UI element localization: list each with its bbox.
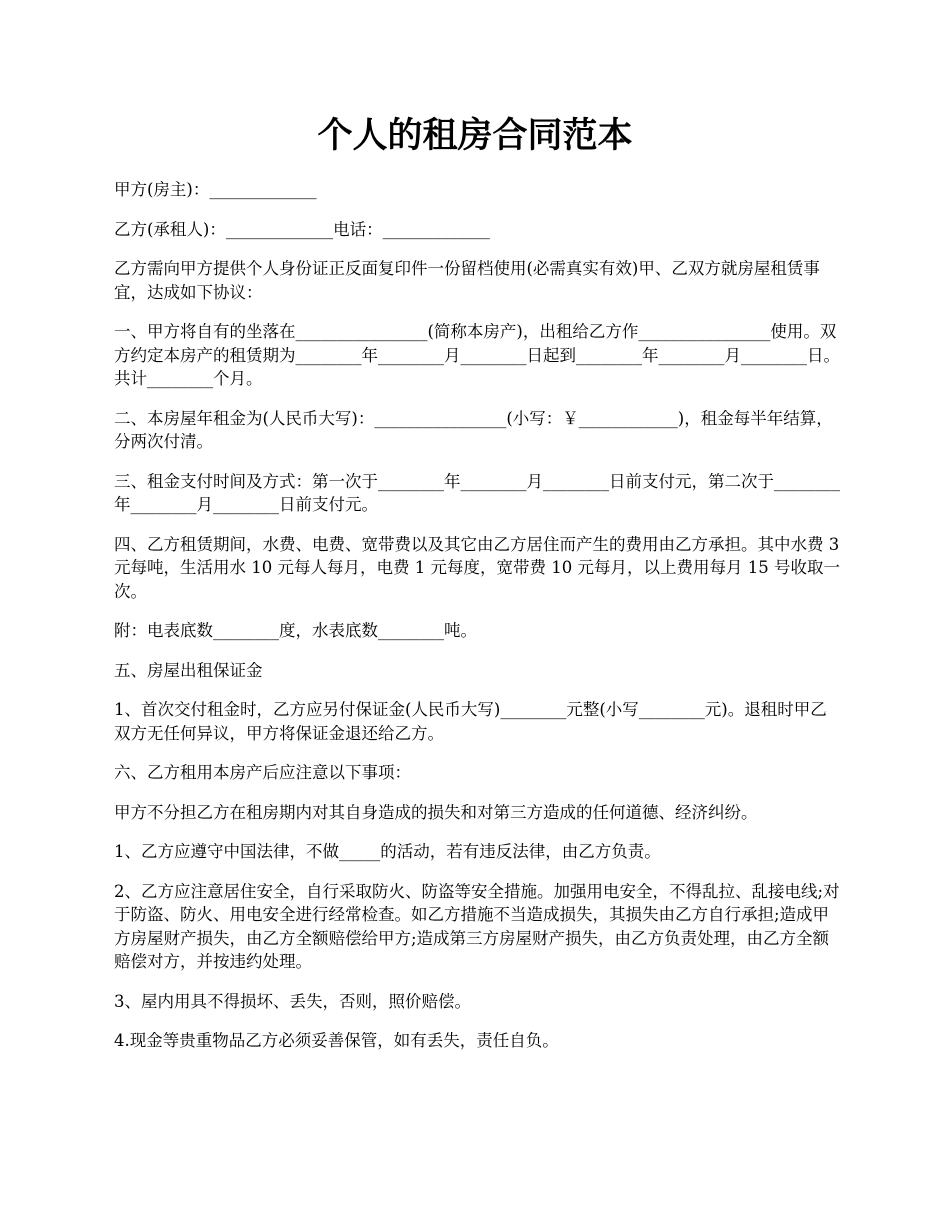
meter-readings: 附：电表底数________度，水表底数________吨。 — [114, 621, 477, 640]
clause-5-heading: 五、房屋出租保证金 — [114, 660, 263, 680]
clause-3: 三、租金支付时间及方式：第一次于________年________月________日前支付元，第二次于________年________月________日前支付元。 — [114, 471, 840, 514]
clause-1: 一、甲方将自有的坐落在________________(简称本房产)，出租给乙方作________________使用。双方约定本房产的租赁期为________年________月________日起到________年________月________日。共计________个月。 — [114, 322, 840, 388]
party-b-line: 乙方(承租人)：_____________电话：_____________ — [114, 219, 490, 239]
document-body — [114, 178, 842, 1069]
clause-5-item-1: 1、首次交付租金时，乙方应另付保证金(人民币大写)________元整(小写________元)。退租时甲乙双方无任何异议，甲方将保证金退还给乙方。 — [114, 700, 827, 743]
clause-6-item-1: 1、乙方应遵守中国法律，不做_____的活动，若有违反法律，由乙方负责。 — [114, 842, 661, 861]
clause-6-item-2: 2、乙方应注意居住安全，自行采取防火、防盗等安全措施。加强用电安全，不得乱拉、乱接电线;对于防盗、防火、用电安全进行经常检查。如乙方措施不当造成损失，其损失由乙方自行承担;造成甲方房屋财产损失，由乙方全额赔偿给甲方;造成第三方房屋财产损失，由乙方负责处理，由乙方全额赔偿对方，并按违约处理。 — [114, 881, 840, 971]
clause-2: 二、本房屋年租金为(人民币大写)：________________(小写：￥____________)，租金每半年结算，分两次付清。 — [114, 408, 833, 451]
clause-6-heading: 六、乙方租用本房产后应注意以下事项： — [114, 763, 411, 782]
clause-6-intro: 甲方不分担乙方在租房期内对其自身造成的损失和对第三方造成的任何道德、经济纠纷。 — [114, 802, 758, 822]
intro-paragraph: 乙方需向甲方提供个人身份证正反面复印件一份留档使用(必需真实有效)甲、乙双方就房屋租赁事宜，达成如下协议： — [114, 259, 820, 302]
clause-6-item-4: 4.现金等贵重物品乙方必须妥善保管，如有丢失，责任自负。 — [114, 1031, 559, 1050]
party-a-line: 甲方(房主)：_____________ — [114, 180, 317, 199]
document-title: 个人的租房合同范本 — [317, 115, 633, 156]
clause-4: 四、乙方租赁期间，水费、电费、宽带费以及其它由乙方居住而产生的费用由乙方承担。其中水费 3 元每吨，生活用水 10 元每人每月，电费 1 元每度，宽带费 10 元每月，以上费用每月 15 号收取一次。 — [114, 534, 840, 601]
clause-6-item-3: 3、屋内用具不得损坏、丢失，否则，照价赔偿。 — [114, 991, 471, 1011]
